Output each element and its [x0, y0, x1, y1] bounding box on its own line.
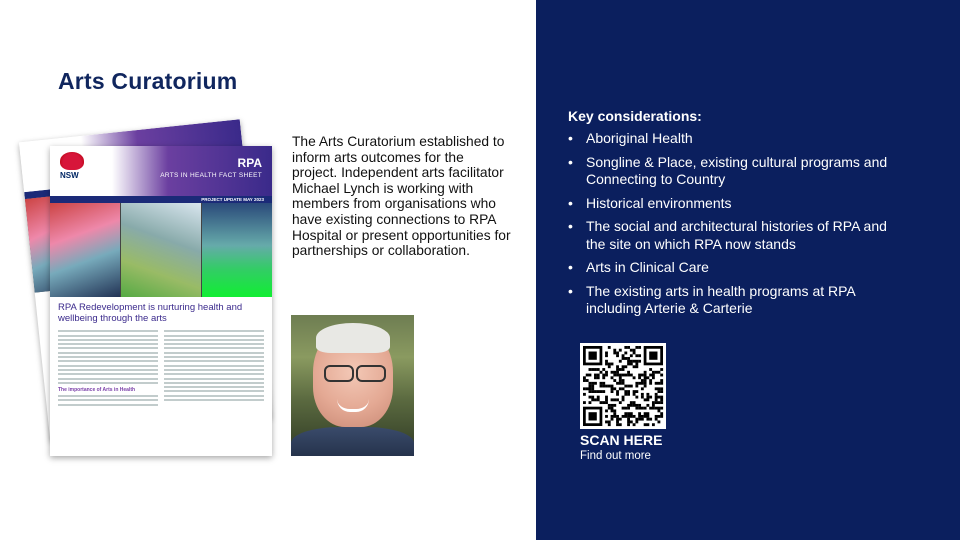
qr-code-graphic [580, 343, 666, 429]
portrait-photo [291, 315, 414, 456]
brochure-heading: RPA [237, 156, 262, 170]
brochure-image [50, 146, 272, 456]
qr-code[interactable] [580, 343, 666, 429]
list-item: • The existing arts in health programs at RPA including Arterie & Carterie [568, 282, 855, 316]
intro-paragraph: The Arts Curatorium established to inform arts outcomes for the project. Independent arts facilitator Michael Lynch is working with members from organisations who have existing connections to RPA Hospital or present opportunities for partnerships or collaboration. [292, 134, 511, 259]
brochure-subheading: ARTS IN HEALTH FACT SHEET [160, 172, 262, 179]
brochure-photos [50, 203, 272, 297]
slide-title: Arts Curatorium [58, 68, 238, 94]
brochure-update: PROJECT UPDATE MAY 2023 [50, 196, 272, 203]
brochure-section: The importance of Arts in Health [58, 386, 136, 393]
list-item: • The social and architectural histories of RPA and the site on which RPA now stands [568, 218, 887, 252]
brochure-body [50, 326, 272, 410]
key-considerations-list [568, 130, 908, 324]
list-item: • Songline & Place, existing cultural programs and Connecting to Country [568, 153, 888, 187]
key-considerations-title: Key considerations: [568, 108, 702, 124]
nsw-logo: NSW [60, 152, 86, 182]
brochure-headline: RPA Redevelopment is nurturing health and wellbeing through the arts [58, 302, 243, 324]
scan-here-label: SCAN HERE [580, 432, 663, 448]
list-item: • Arts in Clinical Care [568, 259, 709, 275]
list-item: • Historical environments [568, 194, 732, 211]
list-item: • Aboriginal Health [568, 130, 693, 146]
find-out-more-label[interactable]: Find out more [580, 450, 651, 462]
